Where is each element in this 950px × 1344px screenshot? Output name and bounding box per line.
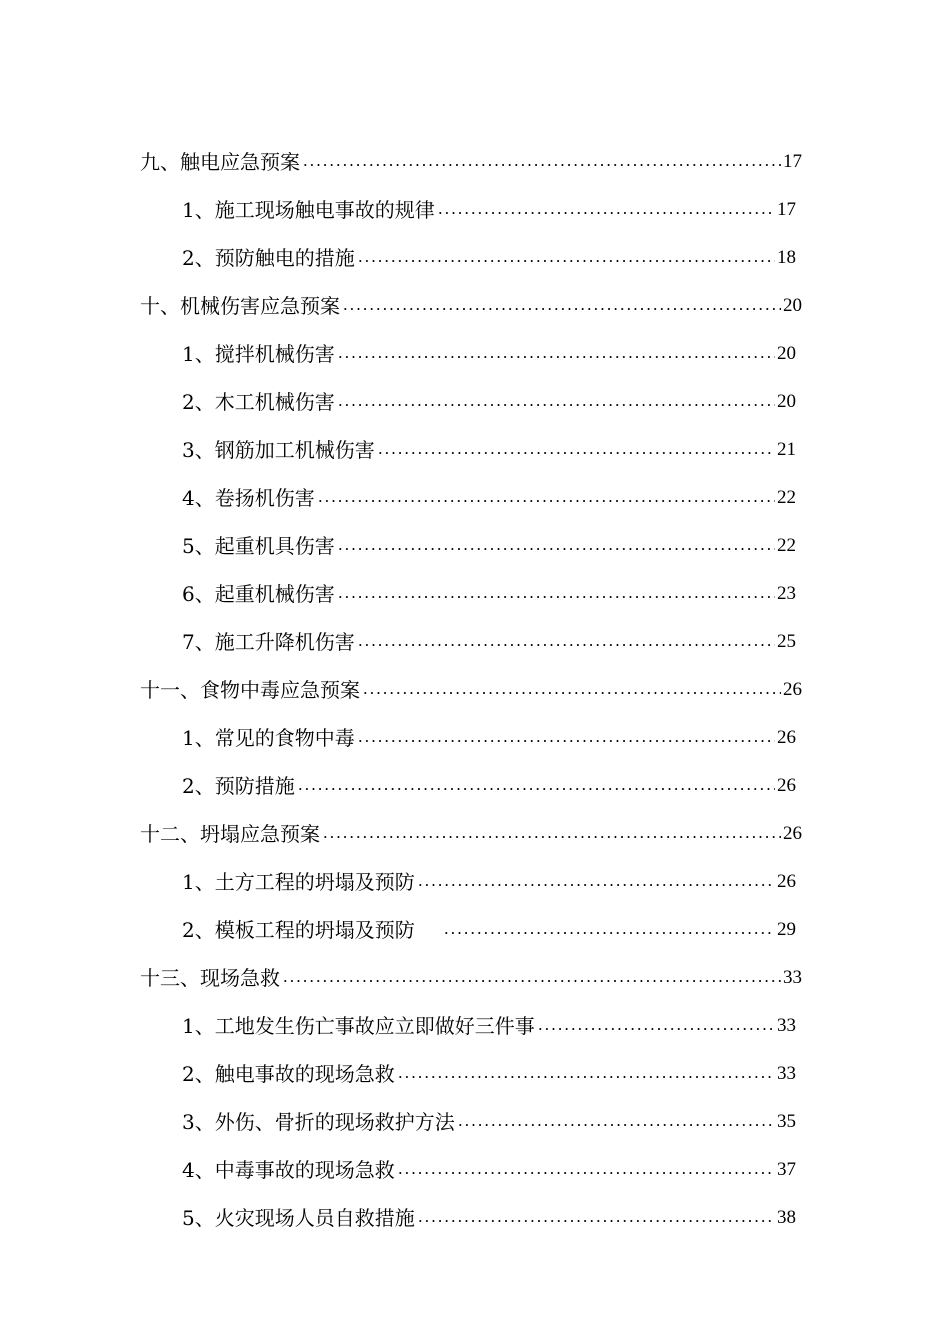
toc-subsection-entry[interactable] xyxy=(0,474,950,522)
toc-page-number: 35 xyxy=(777,1111,796,1132)
toc-section-entry[interactable] xyxy=(0,666,950,714)
toc-subsection-entry[interactable] xyxy=(0,714,950,762)
toc-page-number: 25 xyxy=(777,631,796,652)
toc-dot-leader xyxy=(357,260,775,262)
toc-subsection-entry[interactable] xyxy=(0,1098,950,1146)
toc-entry-title: 1、搅拌机械伤害 xyxy=(182,342,335,366)
toc-page-number: 21 xyxy=(777,439,796,460)
toc-page-number: 26 xyxy=(777,871,796,892)
toc-entry-title: 1、工地发生伤亡事故应立即做好三件事 xyxy=(182,1014,535,1038)
toc-subsection-entry[interactable] xyxy=(0,906,950,954)
toc-subsection-entry[interactable] xyxy=(0,426,950,474)
toc-page-number: 33 xyxy=(777,1063,796,1084)
toc-subsection-entry[interactable] xyxy=(0,1050,950,1098)
toc-entry-title: 1、常见的食物中毒 xyxy=(182,726,355,750)
toc-entry-title: 7、施工升降机伤害 xyxy=(182,630,355,654)
toc-entry-title: 2、木工机械伤害 xyxy=(182,390,335,414)
toc-subsection-entry[interactable] xyxy=(0,378,950,426)
toc-subsection-entry[interactable] xyxy=(0,1002,950,1050)
toc-section-entry[interactable] xyxy=(0,954,950,1002)
toc-entry-title: 十三、现场急救 xyxy=(140,966,280,990)
toc-dot-leader xyxy=(397,1172,775,1174)
toc-subsection-entry[interactable] xyxy=(0,234,950,282)
toc-dot-leader xyxy=(337,596,775,598)
toc-page-number: 20 xyxy=(777,391,796,412)
toc-dot-leader xyxy=(417,884,775,886)
toc-page-number: 17 xyxy=(777,199,796,220)
toc-subsection-entry[interactable] xyxy=(0,1194,950,1242)
toc-page-number: 26 xyxy=(783,679,802,700)
toc-subsection-entry[interactable] xyxy=(0,1146,950,1194)
toc-section-entry[interactable] xyxy=(0,138,950,186)
toc-dot-leader xyxy=(417,1220,775,1222)
toc-entry-title: 2、预防措施 xyxy=(182,774,295,798)
toc-dot-leader xyxy=(362,692,781,694)
toc-entry-title: 十二、坍塌应急预案 xyxy=(140,822,320,846)
toc-dot-leader xyxy=(537,1028,775,1030)
toc-entry-title: 4、卷扬机伤害 xyxy=(182,486,315,510)
toc-page-number: 20 xyxy=(777,343,796,364)
toc-page-number: 38 xyxy=(777,1207,796,1228)
table-of-contents xyxy=(0,138,950,1242)
toc-page-number: 22 xyxy=(777,535,796,556)
toc-section-entry[interactable] xyxy=(0,810,950,858)
toc-entry-title: 九、触电应急预案 xyxy=(140,150,300,174)
toc-dot-leader xyxy=(337,356,775,358)
toc-dot-leader xyxy=(282,980,781,982)
toc-entry-title: 5、火灾现场人员自救措施 xyxy=(182,1206,415,1230)
toc-page-number: 26 xyxy=(777,727,796,748)
toc-page-number: 26 xyxy=(777,775,796,796)
toc-page-number: 23 xyxy=(777,583,796,604)
toc-dot-leader xyxy=(302,164,781,166)
toc-page-number: 33 xyxy=(777,1015,796,1036)
toc-page-number: 29 xyxy=(777,919,796,940)
toc-entry-title: 5、起重机具伤害 xyxy=(182,534,335,558)
toc-subsection-entry[interactable] xyxy=(0,330,950,378)
toc-entry-title: 4、中毒事故的现场急救 xyxy=(182,1158,395,1182)
toc-entry-title: 2、预防触电的措施 xyxy=(182,246,355,270)
toc-entry-title: 6、起重机械伤害 xyxy=(182,582,335,606)
toc-page-number: 18 xyxy=(777,247,796,268)
toc-dot-leader xyxy=(337,404,775,406)
toc-page-number: 37 xyxy=(777,1159,796,1180)
toc-page-number: 22 xyxy=(777,487,796,508)
toc-dot-leader xyxy=(342,308,781,310)
toc-page-number: 20 xyxy=(783,295,802,316)
toc-dot-leader xyxy=(457,1124,775,1126)
toc-entry-title: 3、外伤、骨折的现场救护方法 xyxy=(182,1110,455,1134)
toc-subsection-entry[interactable] xyxy=(0,618,950,666)
toc-dot-leader xyxy=(297,788,775,790)
toc-section-entry[interactable] xyxy=(0,282,950,330)
toc-page-number: 26 xyxy=(783,823,802,844)
toc-dot-leader xyxy=(443,932,775,934)
toc-dot-leader xyxy=(357,644,775,646)
toc-dot-leader xyxy=(397,1076,775,1078)
toc-entry-title: 十、机械伤害应急预案 xyxy=(140,294,340,318)
toc-dot-leader xyxy=(437,212,775,214)
toc-entry-title: 十一、食物中毒应急预案 xyxy=(140,678,360,702)
toc-dot-leader xyxy=(322,836,781,838)
toc-page-number: 17 xyxy=(783,151,802,172)
toc-entry-title: 1、土方工程的坍塌及预防 xyxy=(182,870,415,894)
toc-entry-title: 3、钢筋加工机械伤害 xyxy=(182,438,375,462)
toc-subsection-entry[interactable] xyxy=(0,186,950,234)
toc-dot-leader xyxy=(377,452,775,454)
toc-entry-title: 2、触电事故的现场急救 xyxy=(182,1062,395,1086)
toc-subsection-entry[interactable] xyxy=(0,858,950,906)
toc-subsection-entry[interactable] xyxy=(0,762,950,810)
toc-entry-title: 1、施工现场触电事故的规律 xyxy=(182,198,435,222)
toc-subsection-entry[interactable] xyxy=(0,522,950,570)
toc-entry-title: 2、模板工程的坍塌及预防 xyxy=(182,918,415,942)
toc-dot-leader xyxy=(357,740,775,742)
toc-subsection-entry[interactable] xyxy=(0,570,950,618)
toc-page-number: 33 xyxy=(783,967,802,988)
toc-dot-leader xyxy=(317,500,775,502)
toc-dot-leader xyxy=(337,548,775,550)
